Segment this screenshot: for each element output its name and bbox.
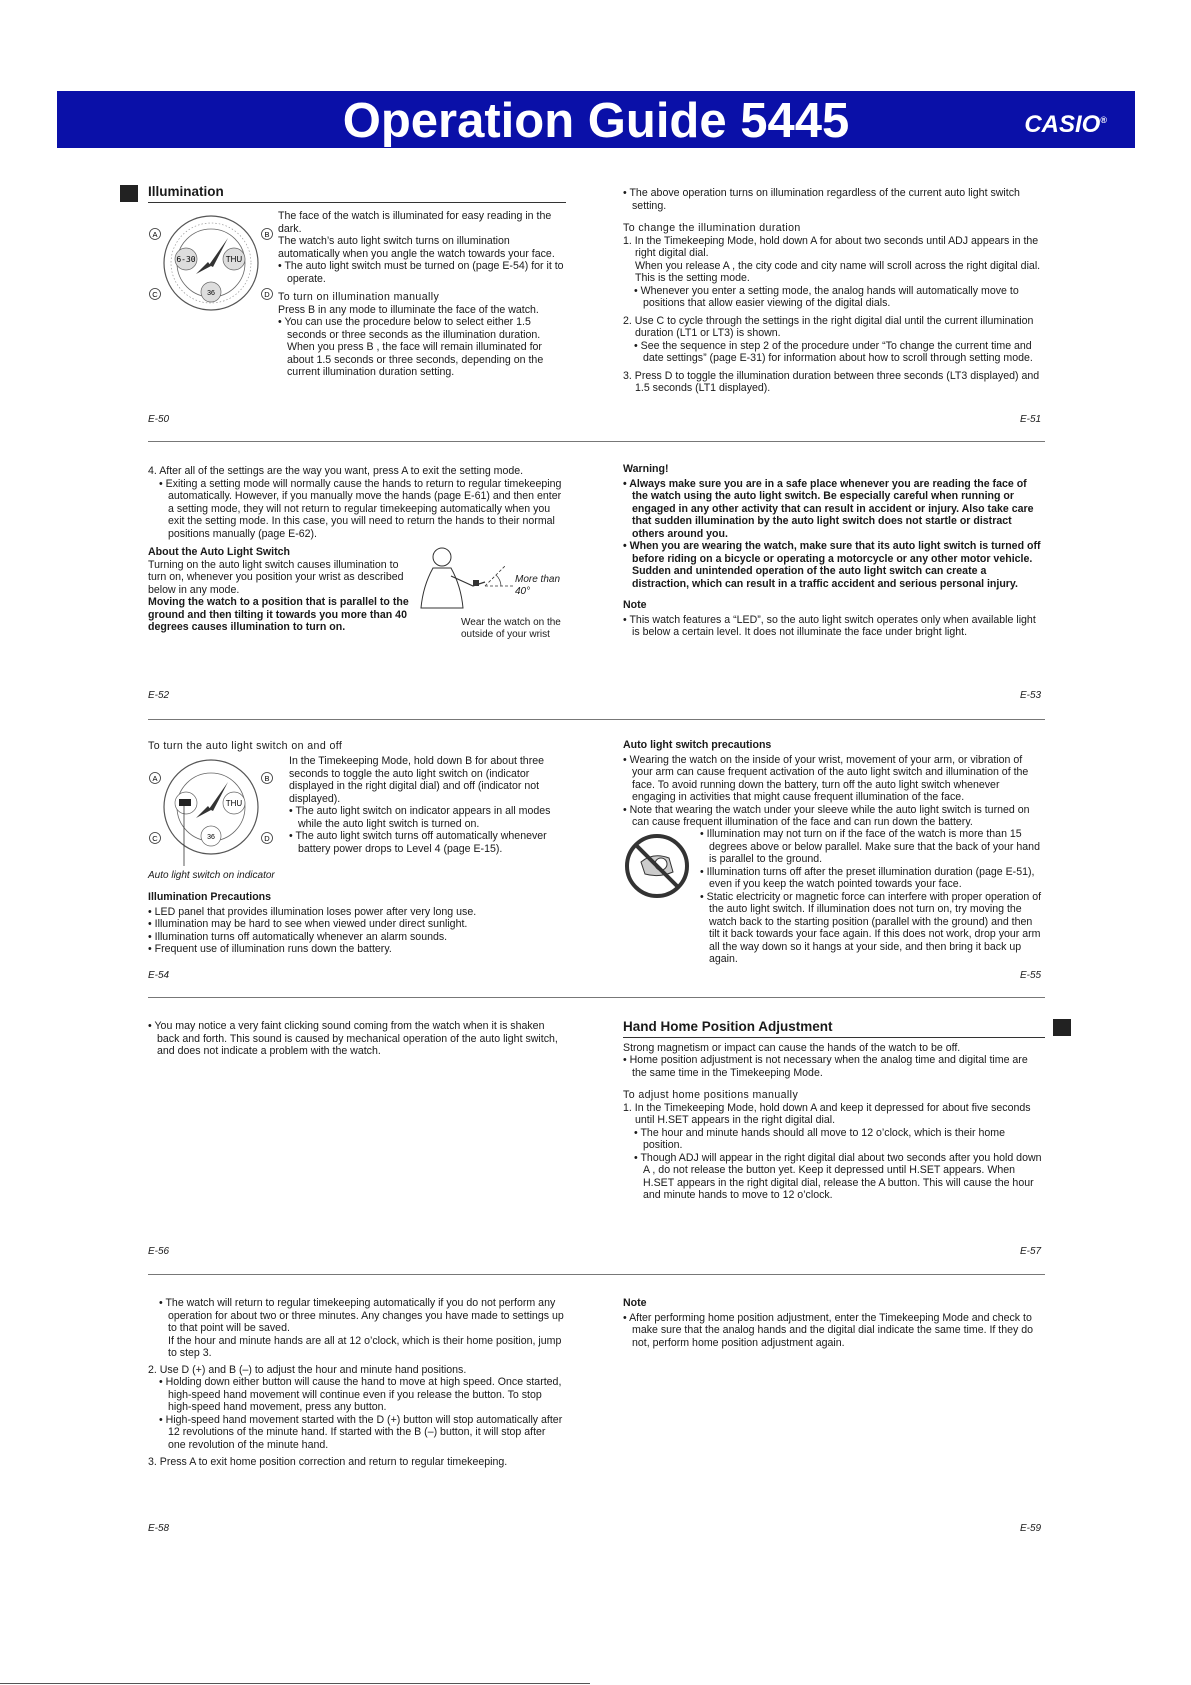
bullet-text: • The auto light switch on indicator appears in all modes while the auto light switch is turned on. [289, 805, 551, 830]
page-number: E-52 [148, 690, 170, 701]
bullet-text: • The above operation turns on illumination regardless of the current auto light switch setting. [623, 187, 1020, 212]
bullet-text: • Illumination turns off after the preset illumination duration (page E-51), even if you keep the watch pointed towards your face. [700, 865, 1035, 890]
casio-logo: CASIO® [1024, 111, 1107, 138]
bullet-text: • Static electricity or magnetic force can interfere with proper operation of the auto light switch. If illumination does not turn on, try moving the watch back to the starting position (parallel with the ground) and then tilt it back towards your face again. If this does not work, drop your arm all the way down so it hangs at your side, and then bring it back up again. [700, 890, 1042, 965]
page-e56 [148, 1020, 566, 1058]
bullet-text: • Frequent use of illumination runs down the battery. [148, 943, 392, 955]
page-e50 [148, 184, 566, 203]
svg-text:C: C [152, 290, 158, 299]
svg-text:B: B [264, 774, 270, 783]
step-text: 2. Use D (+) and B (–) to adjust the hour and minute hand positions. [148, 1363, 467, 1376]
page-number: E-53 [1020, 690, 1042, 701]
step-text: 1. In the Timekeeping Mode, hold down A for about two seconds until ADJ appears in the right digital dial. [623, 234, 1039, 259]
auto-light-toggle-text [289, 755, 569, 855]
svg-text:B: B [264, 230, 270, 239]
page-number: E-56 [148, 1246, 170, 1257]
instruction-text: Press B in any mode to illuminate the face of the watch. [278, 303, 539, 316]
note-text: • After performing home position adjustment, enter the Timekeeping Mode and check to make sure that the analog hands and the digital dial indicate the same time. If they do not, perform home position adjustment again. [623, 1311, 1034, 1349]
page-e51 [623, 187, 1045, 395]
intro-text: Strong magnetism or impact can cause the hands of the watch to be off. [623, 1041, 961, 1054]
bullet-text: • LED panel that provides illumination loses power after very long use. [148, 905, 477, 918]
bullet-text: • Wearing the watch on the inside of your wrist, movement of your arm, or vibration of your arm can cause frequent activation of the auto light switch and illumination of the face. To avoid running down the battery, turn off the auto light switch whenever engaging in activities that might cause frequent illumination of the face. [623, 753, 1029, 803]
bullet-text: • The auto light switch turns off automatically whenever battery power drops to Level 4 (page E-15). [289, 830, 547, 855]
bullet-text: • The watch will return to regular timekeeping automatically if you do not perform any operation for about two or three minutes. Any changes you have made to settings up to that point will be saved. [159, 1297, 564, 1334]
subheading: To adjust home positions manually [623, 1089, 799, 1102]
figure-angle-label: More than 40° [515, 574, 561, 597]
section-title-illumination: Illumination [148, 184, 566, 203]
svg-text:THU: THU [225, 255, 243, 264]
page-divider [148, 719, 1045, 720]
section-marker-icon [1053, 1019, 1071, 1036]
note-text: • This watch features a “LED”, so the auto light switch operates only when available light is below a certain level. It does not illuminate the face under bright light. [623, 613, 1036, 638]
subheading: Illumination Precautions [148, 891, 272, 903]
page-title: Operation Guide 5445 [342, 94, 850, 148]
bullet-text: • Illumination turns off automatically whenever an alarm sounds. [148, 930, 448, 943]
bullet-text: • Exiting a setting mode will normally cause the hands to return to regular timekeeping automatically. However, if you manually move the hands (page E-61) and then enter a setting mode, they will not return to regular timekeeping automatically when you exit the setting mode. In this case, you will need to return the hands to their normal positions manually (page E-62). [159, 477, 562, 540]
subheading: To turn on illumination manually [278, 291, 440, 303]
page-number: E-58 [148, 1523, 170, 1534]
subheading: To change the illumination duration [623, 222, 801, 234]
page-e50-text [278, 210, 568, 379]
page-e59 [623, 1297, 1045, 1349]
body-text: Turning on the auto light switch causes illumination to turn on, whenever you position your wrist as described below in any mode. [148, 558, 404, 596]
bullet-text: • You may notice a very faint clicking sound coming from the watch when it is shaken back and forth. This sound is caused by mechanical operation of the auto light switch, and does not indicate a problem with the watch. [148, 1020, 558, 1057]
page-e57 [623, 1019, 1045, 1202]
step-text: 3. Press A to exit home position correction and return to regular timekeeping. [148, 1456, 508, 1468]
svg-text:A: A [152, 774, 158, 783]
warning-text: • When you are wearing the watch, make sure that its auto light switch is turned off before riding on a bicycle or operating a motorcycle or any other motor vehicle. Sudden and unintended operation of the auto light switch can create a distraction, which can result in a traffic accident and serious personal injury. [623, 540, 1041, 590]
step-text: When you release A , the city code and city name will scroll across the right digital dial. This is the setting mode. [635, 259, 1041, 284]
note-title: Note [623, 599, 647, 611]
note-title: Note [623, 1297, 647, 1309]
svg-text:36: 36 [207, 290, 215, 297]
page-divider [148, 997, 1045, 998]
page-number: E-59 [1020, 1523, 1042, 1534]
bullet-text: • Illumination may not turn on if the face of the watch is more than 15 degrees above or below parallel. Make sure that the back of your hand is parallel to the ground. [700, 828, 1040, 865]
bullet-text: • See the sequence in step 2 of the procedure under “To change the current time and date settings” (page E-31) for information about how to scroll through setting mode. [634, 339, 1033, 364]
page-e55 [623, 739, 1045, 829]
page-number: E-50 [148, 414, 170, 425]
bullet-text: • The hour and minute hands should all move to 12 o’clock, which is their home position. [634, 1126, 1005, 1152]
subheading: Auto light switch precautions [623, 739, 772, 751]
page-divider [148, 441, 1045, 442]
bullet-text: • The auto light switch must be turned on (page E-54) for it to operate. [278, 260, 564, 285]
bullet-text: • Holding down either button will cause the hand to move at high speed. Once started, high-speed hand movement will continue even if you release the button. To stop high-speed hand movement, press any button. [159, 1376, 562, 1413]
svg-text:6-30: 6-30 [176, 255, 196, 264]
page-divider [148, 1274, 1045, 1275]
figure-caption: Auto light switch on indicator [148, 870, 275, 881]
svg-text:A: A [152, 230, 158, 239]
intro-text: The watch’s auto light switch turns on illumination automatically when you angle the watch towards your face. [278, 235, 555, 260]
step-text: 1. In the Timekeeping Mode, hold down A and keep it depressed for about five seconds until H.SET appears in the right digital dial. [623, 1101, 1031, 1127]
page-e58 [148, 1297, 566, 1469]
step-text: 3. Press D to toggle the illumination duration between three seconds (LT3 displayed) and 1.5 seconds (LT1 displayed). [623, 369, 1040, 394]
step-text: 4. After all of the settings are the way you want, press A to exit the setting mode. [148, 465, 524, 477]
no-sleeve-warning-icon [623, 832, 691, 900]
svg-text:D: D [264, 834, 270, 843]
page-e55-bullets [700, 828, 1045, 966]
svg-text:D: D [264, 290, 270, 299]
svg-text:C: C [152, 834, 158, 843]
subheading: To turn the auto light switch on and off [148, 740, 343, 752]
step-text: 2. Use C to cycle through the settings in the right digital dial until the current illumination duration (LT1 or LT3) is shown. [623, 314, 1034, 339]
section-marker-icon [120, 185, 138, 202]
page-e52 [148, 465, 566, 540]
figure-caption: Wear the watch on the outside of your wrist [461, 617, 561, 640]
watch-indicator-icon [146, 756, 276, 868]
page-number: E-51 [1020, 414, 1042, 425]
svg-text:THU: THU [225, 799, 243, 808]
page-e53 [623, 463, 1045, 639]
watch-face-icon [146, 212, 276, 314]
bullet-text: • Home position adjustment is not necessary when the analog time and digital time are the same time in the Timekeeping Mode. [623, 1054, 1028, 1079]
svg-text:36: 36 [207, 834, 215, 841]
bullet-text: • Though ADJ will appear in the right digital dial about two seconds after you hold down A , do not release the button yet. Keep it depressed until H.SET appears. When H.SET appears in the right digital dial, release the A button. This will cause the hour and minute hands to move to 12 o’clock. [634, 1151, 1042, 1202]
subheading: About the Auto Light Switch [148, 546, 291, 558]
warning-title: Warning! [623, 463, 669, 475]
page-number: E-57 [1020, 1246, 1042, 1257]
body-text-bold: Moving the watch to a position that is parallel to the ground and then tilting it towards you more than 40 degrees causes illumination to turn on. [148, 596, 409, 633]
page-number: E-54 [148, 970, 170, 981]
body-text: In the Timekeeping Mode, hold down B for about three seconds to toggle the auto light switch on (indicator displayed in the right digital dial) and off (indicator not displayed). [289, 755, 544, 805]
page-number: E-55 [1020, 970, 1042, 981]
bullet-text: • Whenever you enter a setting mode, the analog hands will automatically move to positions that allow easier viewing of the digital dials. [634, 284, 1019, 309]
intro-text: The face of the watch is illuminated for easy reading in the dark. [278, 210, 552, 235]
bullet-text: • You can use the procedure below to select either 1.5 seconds or three seconds as the illumination duration. When you press B , the face will remain illuminated for about 1.5 seconds or three seconds, depending on the current illumination duration setting. [278, 316, 544, 378]
illumination-precautions [148, 891, 566, 956]
warning-text: • Always make sure you are in a safe place whenever you are reading the face of the watch using the auto light switch. Be especially careful when running or engaged in any other activity that can result in accident or injury. Also take care that sudden illumination by the auto light switch does not startle or distract others around you. [623, 477, 1034, 540]
bottom-rule [0, 1683, 590, 1684]
page-e54 [148, 740, 566, 753]
auto-light-about [148, 546, 413, 634]
bullet-text: • Note that wearing the watch under your sleeve while the auto light switch is turned on can cause frequent illumination of the face and can run down the battery. [623, 803, 1030, 828]
bullet-text: • Illumination may be hard to see when viewed under direct sunlight. [148, 918, 468, 930]
bullet-text: • High-speed hand movement started with the D (+) button will stop automatically after 12 revolutions of the minute hand. If started with the B (–) button, it will stop after one revolution of the minute hand. [159, 1413, 563, 1451]
header-banner [57, 91, 1135, 148]
section-title-hand-home: Hand Home Position Adjustment [623, 1019, 1045, 1038]
body-text: If the hour and minute hands are all at 12 o’clock, which is their home position, jump to step 3. [168, 1334, 562, 1359]
